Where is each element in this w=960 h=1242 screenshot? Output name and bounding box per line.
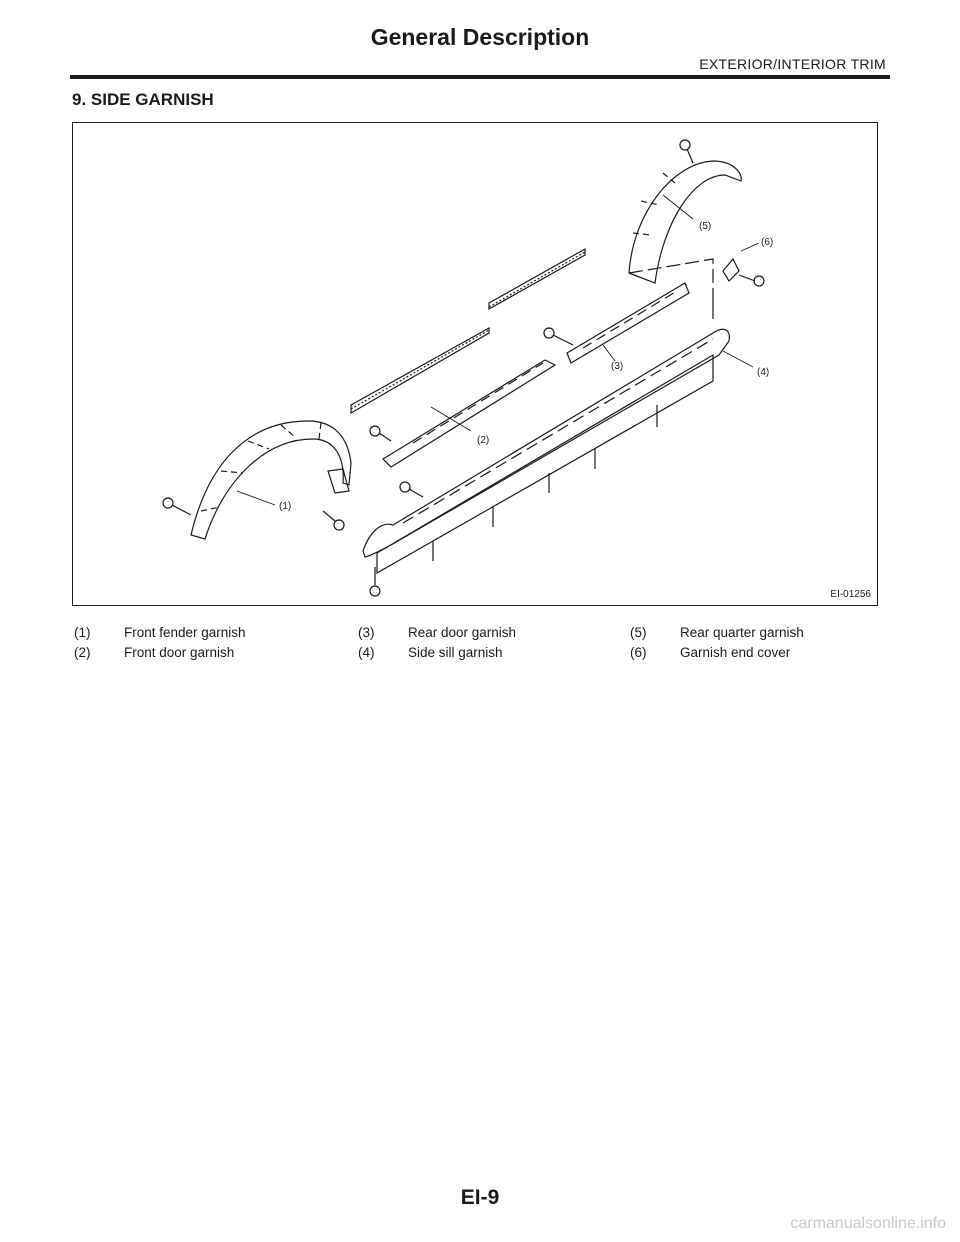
legend-label: Front fender garnish	[124, 625, 246, 640]
legend-item	[630, 625, 804, 640]
exploded-view-diagram	[73, 123, 879, 607]
legend-label: Front door garnish	[124, 645, 235, 660]
front-fender-garnish-drawing	[191, 421, 351, 539]
legend-number: (4)	[358, 645, 375, 660]
section-header: EXTERIOR/INTERIOR TRIM	[699, 56, 886, 72]
legend-item	[74, 625, 246, 640]
legend-label: Side sill garnish	[408, 645, 503, 660]
legend-item	[74, 645, 234, 660]
legend-number: (2)	[74, 645, 91, 660]
watermark: carmanualsonline.info	[790, 1215, 946, 1232]
page-number: EI-9	[460, 1186, 500, 1209]
page-title: General Description	[370, 24, 590, 50]
side-garnish-figure	[72, 122, 878, 606]
section-heading: 9. SIDE GARNISH	[72, 90, 214, 109]
callout-1: (1)	[279, 501, 292, 512]
callout-leaders	[237, 195, 759, 505]
legend-item	[358, 645, 503, 660]
side-sill-garnish-drawing	[363, 329, 729, 573]
legend-number: (6)	[630, 645, 647, 660]
callout-4: (4)	[757, 367, 770, 378]
legend-number: (3)	[358, 625, 375, 640]
figure-id: EI-01256	[830, 589, 871, 600]
callout-6: (6)	[761, 237, 774, 248]
rear-quarter-garnish-drawing	[629, 161, 741, 283]
callout-5: (5)	[699, 221, 712, 232]
front-door-garnish-drawing	[383, 360, 555, 467]
rear-door-strip-drawing	[489, 249, 585, 309]
front-door-strip-drawing	[351, 328, 489, 413]
callout-3: (3)	[611, 361, 624, 372]
clip-fasteners	[163, 140, 764, 596]
legend-number: (1)	[74, 625, 91, 640]
rear-door-garnish-drawing	[567, 283, 689, 363]
legend-number: (5)	[630, 625, 647, 640]
callout-2: (2)	[477, 435, 490, 446]
legend-label: Rear quarter garnish	[680, 625, 804, 640]
legend-label: Garnish end cover	[680, 645, 791, 660]
header-divider	[70, 75, 890, 79]
legend-item	[358, 625, 516, 640]
legend-item	[630, 645, 790, 660]
legend-label: Rear door garnish	[408, 625, 517, 640]
